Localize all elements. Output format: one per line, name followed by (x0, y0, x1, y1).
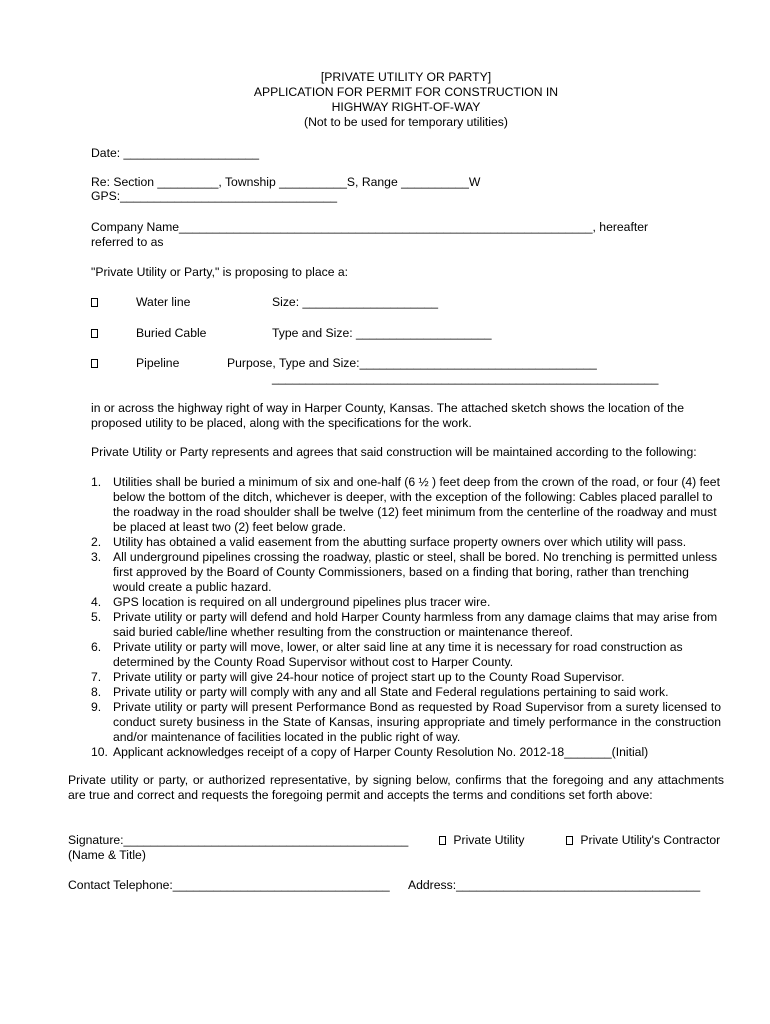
condition-text: Private utility or party will comply with any and all State and Federal regulations pertaining to said work. (113, 685, 669, 699)
condition-number: 6. (91, 640, 102, 654)
condition-item (91, 685, 721, 700)
contractor-label: Private Utility's Contractor (580, 833, 721, 847)
header-line-1: [PRIVATE UTILITY OR PARTY] (320, 70, 492, 84)
proposing-text: "Private Utility or Party," is proposing to place a: (91, 265, 349, 279)
private-utility-label: Private Utility (453, 833, 525, 847)
condition-item (91, 700, 721, 745)
condition-text: All underground pipelines crossing the roadway, plastic or steel, shall be bored. No trenching is permitted unless first approved by the Board of County Commissioners, based on a finding that boring, rather than trenching would create a public hazard. (113, 550, 718, 594)
buried-cable-type-size-field[interactable]: Type and Size: ____________________ (272, 326, 492, 340)
name-title-text: (Name & Title) (68, 848, 146, 862)
condition-number: 5. (91, 610, 102, 624)
condition-number: 4. (91, 595, 102, 609)
condition-item (91, 610, 721, 640)
buried-cable-label: Buried Cable (136, 326, 207, 340)
company-name-field[interactable]: Company Name_____________________________________________________________, hereafter (91, 220, 649, 234)
condition-number: 7. (91, 670, 102, 684)
condition-number: 9. (91, 700, 102, 714)
date-field[interactable]: Date: ____________________ (91, 146, 260, 160)
pipeline-purpose-field[interactable]: Purpose, Type and Size:___________________________________ (227, 356, 597, 370)
condition-item (91, 535, 721, 550)
condition-number: 10. (91, 745, 108, 759)
signature-field[interactable]: Signature:__________________________________________ (68, 833, 409, 847)
condition-number: 1. (91, 475, 102, 489)
private-utility-checkbox[interactable] (439, 836, 446, 845)
buried-cable-option (91, 326, 98, 341)
condition-text: Private utility or party will defend and hold Harper County harmless from any damage claims that may arise from said buried cable/line whether resulting from the construction or maintenance thereof. (113, 610, 718, 639)
buried-cable-checkbox[interactable] (91, 329, 98, 338)
water-line-size-field[interactable]: Size: ____________________ (272, 295, 439, 309)
pipeline-checkbox[interactable] (91, 359, 98, 368)
contractor-option (566, 833, 720, 848)
section-township-range-field[interactable]: Re: Section _________, Township __________S, Range __________W (91, 175, 481, 189)
condition-text: Private utility or party will give 24-hour notice of project start up to the County Road Supervisor. (113, 670, 625, 684)
condition-item (91, 640, 721, 670)
header-line-3: HIGHWAY RIGHT-OF-WAY (331, 100, 481, 114)
condition-item (91, 745, 721, 760)
address-field[interactable]: Address:____________________________________ (408, 878, 701, 892)
gps-field[interactable]: GPS:________________________________ (91, 189, 338, 203)
condition-text: GPS location is required on all underground pipelines plus tracer wire. (113, 595, 491, 609)
condition-item (91, 550, 721, 595)
represents-paragraph: Private Utility or Party represents and agrees that said construction will be maintained according to the following: (91, 445, 697, 459)
referred-to-as-text: referred to as (91, 235, 164, 249)
conditions-list (91, 475, 721, 760)
water-line-checkbox[interactable] (91, 298, 98, 307)
pipeline-option (91, 356, 98, 371)
water-line-label: Water line (136, 295, 191, 309)
condition-item (91, 670, 721, 685)
condition-text: Applicant acknowledges receipt of a copy of Harper County Resolution No. 2012-18_______(Initial) (113, 745, 649, 759)
location-paragraph: in or across the highway right of way in Harper County, Kansas. The attached sketch shows the location of the proposed utility to be placed, along with the specifications for the work. (91, 401, 684, 430)
pipeline-label: Pipeline (136, 356, 180, 370)
condition-number: 3. (91, 550, 102, 564)
pipeline-extra-line[interactable]: _________________________________________________________ (272, 371, 659, 385)
condition-item (91, 475, 721, 535)
condition-text: Utility has obtained a valid easement from the abutting surface property owners over which utility will pass. (113, 535, 687, 549)
water-line-option (91, 295, 98, 310)
private-utility-option (439, 833, 525, 848)
condition-text: Private utility or party will present Performance Bond as requested by Road Supervisor from a surety licensed to conduct surety business in the State of Kansas, insuring appropriate and timely performance in the construction and/or maintenance of facilities located in the public right of way. (113, 700, 721, 744)
contractor-checkbox[interactable] (566, 836, 573, 845)
condition-text: Utilities shall be buried a minimum of six and one-half (6 ½ ) feet deep from the crown of the road, or four (4) feet below the bottom of the ditch, whichever is deeper, with the exception of the following: Cables placed parallel to the roadway in the road shoulder shall be twelve (12) feet minimum from the centerline of the roadway and must be placed at least two (2) feet below grade. (113, 475, 720, 534)
header-line-2: APPLICATION FOR PERMIT FOR CONSTRUCTION IN (253, 85, 559, 99)
condition-item (91, 595, 721, 610)
condition-text: Private utility or party will move, lower, or alter said line at any time it is necessary for road construction as determined by the County Road Supervisor without cost to Harper County. (113, 640, 683, 669)
header-line-4: (Not to be used for temporary utilities) (304, 115, 508, 129)
condition-number: 8. (91, 685, 102, 699)
contact-telephone-field[interactable]: Contact Telephone:________________________________ (68, 878, 390, 892)
confirm-paragraph: Private utility or party, or authorized representative, by signing below, confirms that the foregoing and any attachments are true and correct and requests the foregoing permit and accepts the terms and conditions set forth above: (68, 773, 724, 802)
condition-number: 2. (91, 535, 102, 549)
